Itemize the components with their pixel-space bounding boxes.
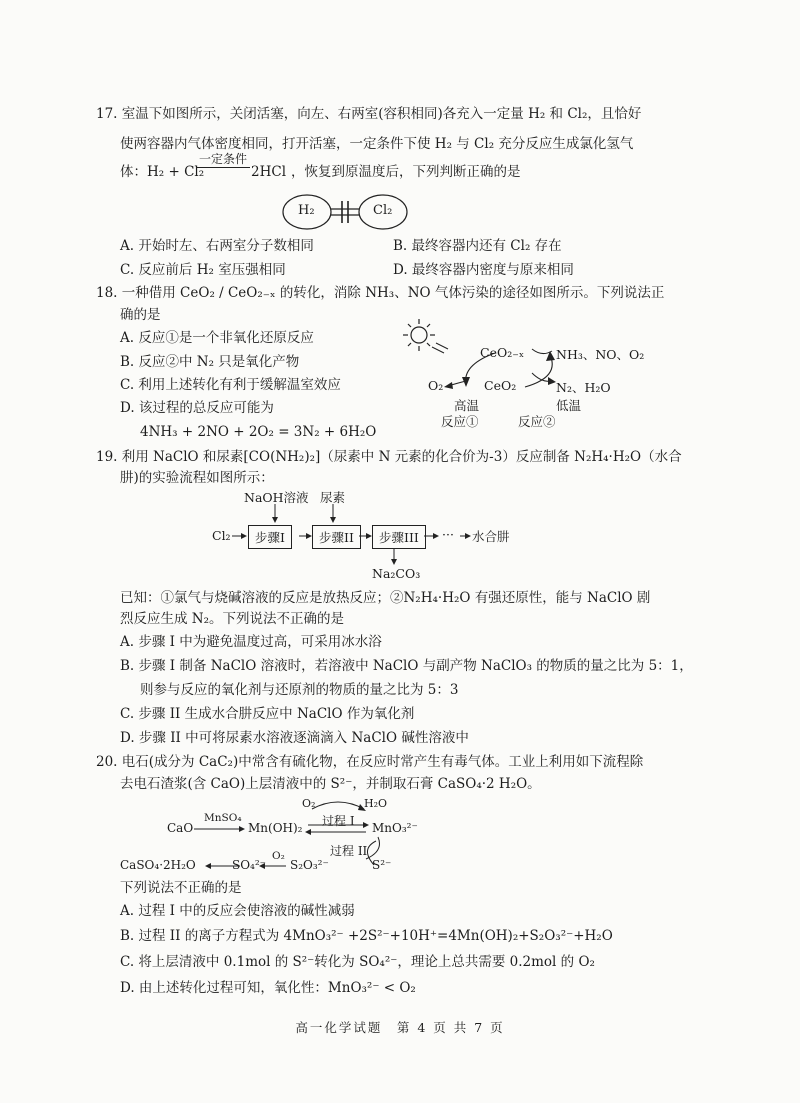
q20-o2-top-label: O₂ — [302, 797, 316, 810]
q18-reactants-label: NH₃、NO、O₂ — [556, 347, 645, 362]
q17-left-gas-label: H₂ — [298, 203, 315, 218]
q18-option-c[interactable]: C. 利用上述转化有利于缓解温室效应 — [120, 377, 341, 393]
q19-option-b-line1[interactable]: B. 步骤 I 制备 NaClO 溶液时，若溶液中 NaClO 与副产物 NaClO₃ 的物质的量之比为 5：1， — [120, 658, 693, 674]
q18-option-a[interactable]: A. 反应①是一个非氧化还原反应 — [120, 330, 314, 346]
q20-option-b[interactable]: B. 过程 II 的离子方程式为 4MnO₃²⁻ +2S²⁻+10H⁺=4Mn(OH)₂+S₂O₃²⁻+H₂O — [120, 928, 613, 944]
q18-ceo2x-label: CeO₂₋ₓ — [480, 345, 525, 360]
q20-option-a[interactable]: A. 过程 I 中的反应会使溶液的碱性减弱 — [120, 903, 355, 919]
q19-urea-label: 尿素 — [320, 490, 346, 505]
q19-stem-line2: 肼)的实验流程如图所示： — [120, 470, 274, 486]
q18-high-temp-label: 高温 — [454, 398, 480, 413]
q18-option-b[interactable]: B. 反应②中 N₂ 只是氧化产物 — [120, 354, 300, 370]
q19-step3-box: 步骤III — [372, 525, 426, 549]
q19-ellipsis: ··· — [442, 527, 454, 542]
q19-step1-box: 步骤I — [248, 525, 292, 549]
q18-o2-label: O₂ — [428, 378, 444, 393]
q20-mnoh2-label: Mn(OH)₂ — [248, 821, 303, 835]
q18-ceo2-label: CeO₂ — [484, 378, 517, 393]
q20-h2o-label: H₂O — [364, 797, 388, 810]
q18-low-temp-label: 低温 — [556, 398, 582, 413]
q20-process1-label: 过程 I — [322, 814, 355, 828]
q20-s2o3-label: S₂O₃²⁻ — [290, 858, 329, 872]
q20-s2-label: S²⁻ — [372, 858, 392, 872]
q20-gypsum-label: CaSO₄·2H₂O — [120, 858, 196, 872]
q18-reaction1-label: 反应① — [441, 414, 479, 429]
q17-stem-line2: 使两容器内气体密度相同，打开活塞，一定条件下使 H₂ 与 Cl₂ 充分反应生成氯化氢气 — [120, 136, 634, 152]
q19-stem-line1: 19. 利用 NaClO 和尿素[CO(NH₂)₂]（尿素中 N 元素的化合价为-3）反应制备 N₂H₄·H₂O（水合 — [96, 449, 682, 465]
q19-product-label: 水合肼 — [472, 529, 510, 544]
q18-cycle-diagram — [400, 315, 640, 425]
q20-o2-bottom-label: O₂ — [272, 850, 285, 862]
q17-right-gas-label: Cl₂ — [373, 203, 393, 218]
q20-option-d[interactable]: D. 由上述转化过程可知，氧化性：MnO₃²⁻ < O₂ — [120, 980, 416, 996]
q18-option-d[interactable]: D. 该过程的总反应可能为 — [120, 400, 274, 416]
q20-process2-label: 过程 II — [330, 844, 368, 858]
q20-prompt: 下列说法不正确的是 — [120, 880, 242, 896]
q20-mnso4-label: MnSO₄ — [204, 812, 242, 824]
q19-naoh-label: NaOH溶液 — [244, 490, 309, 505]
q17-stem-line3-post: ，恢复到原温度后，下列判断正确的是 — [291, 164, 521, 180]
q19-option-c[interactable]: C. 步骤 II 生成水合肼反应中 NaClO 作为氧化剂 — [120, 706, 415, 722]
q19-cl2-label: Cl₂ — [212, 528, 231, 543]
q18-stem-line2: 确的是 — [120, 307, 161, 323]
q20-option-c[interactable]: C. 将上层清液中 0.1mol 的 S²⁻转化为 SO₄²⁻，理论上总共需要 0.2mol 的 O₂ — [120, 954, 595, 970]
q17-option-c[interactable]: C. 反应前后 H₂ 室压强相同 — [120, 262, 286, 278]
q17-stem-line1: 17. 室温下如图所示，关闭活塞，向左、右两室(容积相同)各充入一定量 H₂ 和 Cl₂，且恰好 — [96, 106, 642, 122]
q19-option-d[interactable]: D. 步骤 II 中可将尿素水溶液逐滴滴入 NaClO 碱性溶液中 — [120, 730, 469, 746]
q17-stem-line3-pre: 体：H₂ + Cl₂ — [120, 164, 205, 180]
q19-option-b-line2: 则参与反应的氧化剂与还原剂的物质的量之比为 5：3 — [140, 682, 459, 698]
q20-cao-label: CaO — [167, 821, 194, 835]
q18-reaction2-label: 反应② — [518, 414, 556, 429]
q17-condition-label: 一定条件 — [198, 152, 247, 166]
q20-mno3-label: MnO₃²⁻ — [372, 821, 418, 835]
q19-step2-box: 步骤II — [312, 525, 361, 549]
q20-stem-line2: 去电石渣浆(含 CaO)上层清液中的 S²⁻，并制取石膏 CaSO₄·2 H₂O。 — [120, 776, 541, 792]
q19-na2co3-label: Na₂CO₃ — [372, 566, 421, 581]
q20-so4-label: SO₄²⁻ — [232, 858, 267, 872]
q18-option-d-equation: 4NH₃ + 2NO + 2O₂ = 3N₂ + 6H₂O — [140, 424, 377, 440]
q18-products-label: N₂、H₂O — [556, 380, 611, 395]
q20-stem-line1: 20. 电石(成分为 CaC₂)中常含有硫化物，在反应时常产生有毒气体。工业上利用如下流程除 — [96, 754, 644, 770]
q17-product: 2HCl — [251, 164, 287, 180]
q19-known-line2: 烈反应生成 N₂。下列说法不正确的是 — [120, 611, 345, 627]
sun-icon — [403, 319, 448, 353]
q17-option-a[interactable]: A. 开始时左、右两室分子数相同 — [120, 238, 314, 254]
page-footer: 高一化学试题 第 4 页 共 7 页 — [295, 1020, 505, 1035]
q18-stem-line1: 18. 一种借用 CeO₂ / CeO₂₋ₓ 的转化，消除 NH₃、NO 气体污染的途径如图所示。下列说法正 — [96, 285, 665, 301]
q17-option-b[interactable]: B. 最终容器内还有 Cl₂ 存在 — [393, 238, 562, 254]
q19-option-a[interactable]: A. 步骤 I 中为避免温度过高，可采用冰水浴 — [120, 634, 382, 650]
q17-option-d[interactable]: D. 最终容器内密度与原来相同 — [393, 262, 574, 278]
q19-known-line1: 已知：①氯气与烧碱溶液的反应是放热反应；②N₂H₄·H₂O 有强还原性，能与 NaClO 剧 — [120, 590, 651, 606]
q17-reaction-arrow — [196, 167, 250, 168]
